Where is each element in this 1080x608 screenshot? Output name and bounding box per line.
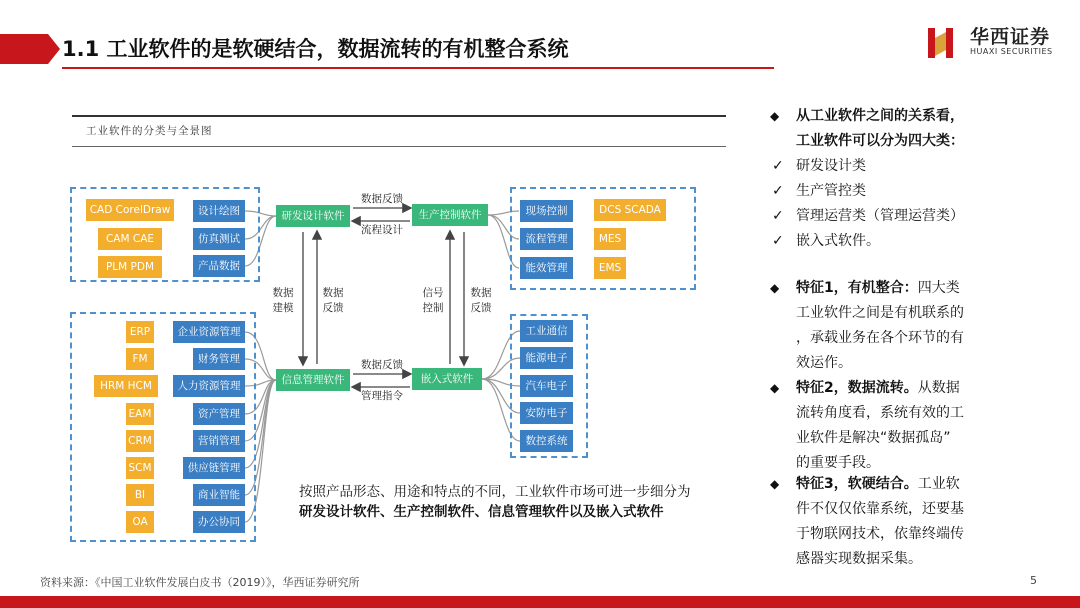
category-simulation: 仿真测试: [193, 228, 245, 250]
category-marketing: 营销管理: [193, 430, 245, 452]
label-top-feedback: 数据反馈: [361, 193, 403, 205]
check-item: [770, 154, 1010, 179]
panel-section-categories: [770, 104, 1010, 254]
feature-3-heading: 特征3，软硬结合。: [796, 476, 918, 492]
check-item: [770, 204, 1010, 229]
feature-3-text: 工业软: [917, 476, 960, 492]
product-cam-cae: CAM CAE: [98, 228, 162, 250]
figure-title: 工业软件的分类与全景图: [86, 125, 213, 137]
feature-2-text: 从数据: [917, 380, 960, 396]
label-data-modeling: 数据 建模: [272, 287, 294, 314]
check-icon: ✓: [772, 183, 784, 199]
page-title: 1.1 工业软件的是软硬结合，数据流转的有机整合系统: [62, 37, 569, 61]
category-industrial-comm: 工业通信: [520, 320, 573, 342]
check-icon: ✓: [772, 158, 784, 174]
category-hr: 人力资源管理: [173, 375, 245, 397]
check-icon: ✓: [772, 208, 784, 224]
figure-note: [299, 482, 739, 522]
category-supply-chain: 供应链管理: [183, 457, 245, 479]
figure-note-line1: 按照产品形态、用途和特点的不同，工业软件市场可进一步细分为: [299, 484, 691, 500]
product-scm: SCM: [126, 457, 154, 479]
category-bi: 商业智能: [193, 484, 245, 506]
feature-2-line: 业软件是解决“数据孤岛”: [796, 430, 951, 446]
check-item-label: 管理运营类（管理运营类）: [796, 208, 964, 224]
logo-name-en: HUAXI SECURITIES: [970, 47, 1053, 56]
figure-note-line2: 研发设计软件、生产控制软件、信息管理软件以及嵌入式软件: [299, 504, 664, 520]
feature-2-line: 的重要手段。: [796, 455, 880, 471]
check-item-label: 研发设计类: [796, 158, 866, 174]
categories-heading-2: 工业软件可以分为四大类：: [796, 133, 964, 149]
product-bi: BI: [126, 484, 154, 506]
category-product-data: 产品数据: [193, 255, 245, 277]
feature-1-line: 工业软件之间是有机联系的: [796, 305, 964, 321]
node-rd-software: 研发设计软件: [276, 205, 350, 227]
feature-2-heading: 特征2，数据流转。: [796, 380, 918, 396]
product-dcs-scada: DCS SCADA: [594, 199, 666, 221]
check-item-label: 嵌入式软件。: [796, 233, 880, 249]
label-signal-control: 信号 控制: [422, 287, 444, 314]
node-production-control: 生产控制软件: [412, 204, 488, 226]
node-embedded-software: 嵌入式软件: [412, 368, 482, 390]
feature-1-line: 效运作。: [796, 355, 852, 371]
category-enterprise-resource: 企业资源管理: [173, 321, 245, 343]
panel-feature-3: [770, 472, 1000, 572]
product-fm: FM: [126, 348, 154, 370]
label-left-data-feedback: 数据 反馈: [322, 287, 344, 314]
product-ems: EMS: [594, 257, 626, 279]
categories-heading-1: 从工业软件之间的关系看，: [796, 108, 964, 124]
diamond-bullet-icon: ◆: [770, 477, 780, 491]
category-energy-mgmt: 能效管理: [520, 257, 573, 279]
product-oa: OA: [126, 511, 154, 533]
product-crm: CRM: [126, 430, 154, 452]
diamond-bullet-icon: ◆: [770, 109, 780, 123]
check-item-label: 生产管控类: [796, 183, 866, 199]
category-finance: 财务管理: [193, 348, 245, 370]
category-field-control: 现场控制: [520, 200, 573, 222]
source-note: 资料来源：《中国工业软件发展白皮书（2019）》，华西证券研究所: [40, 576, 360, 589]
check-icon: ✓: [772, 233, 784, 249]
page-number: 5: [1030, 574, 1037, 587]
feature-1-line: ，承载业务在各个环节的有: [796, 330, 964, 346]
feature-3-line: 于物联网技术，依靠终端传: [796, 526, 964, 542]
label-bottom-mgmt-order: 管理指令: [361, 390, 403, 402]
feature-1-heading: 特征1，有机整合：: [796, 280, 918, 296]
info-management-group: [70, 312, 256, 542]
feature-1-text: 四大类: [917, 280, 960, 296]
category-design-drawing: 设计绘图: [193, 200, 245, 222]
footer-bar: [0, 596, 1080, 608]
label-bottom-feedback: 数据反馈: [361, 359, 403, 371]
category-office: 办公协同: [193, 511, 245, 533]
diamond-bullet-icon: ◆: [770, 381, 780, 395]
logo-name-cn: 华西证券: [970, 26, 1051, 48]
check-item: [770, 179, 1010, 204]
category-process-mgmt: 流程管理: [520, 228, 573, 250]
product-cad: CAD CorelDraw: [86, 199, 174, 221]
category-auto-electronics: 汽车电子: [520, 375, 573, 397]
feature-3-line: 感器实现数据采集。: [796, 551, 922, 567]
check-item: [770, 229, 1010, 254]
panel-feature-2: [770, 376, 1000, 476]
product-eam: EAM: [126, 403, 154, 425]
product-erp: ERP: [126, 321, 154, 343]
category-cnc-system: 数控系统: [520, 430, 573, 452]
panel-feature-1: [770, 276, 1000, 376]
label-right-data-feedback: 数据 反馈: [470, 287, 492, 314]
feature-2-line: 流转角度看，系统有效的工: [796, 405, 964, 421]
category-energy-electronics: 能源电子: [520, 347, 573, 369]
product-plm-pdm: PLM PDM: [98, 256, 162, 278]
category-asset: 资产管理: [193, 403, 245, 425]
product-hrm-hcm: HRM HCM: [94, 375, 158, 397]
diamond-bullet-icon: ◆: [770, 281, 780, 295]
product-mes: MES: [594, 228, 626, 250]
node-info-management: 信息管理软件: [276, 369, 350, 391]
feature-3-line: 件不仅仅依靠系统，还要基: [796, 501, 964, 517]
label-top-process-design: 流程设计: [361, 224, 403, 236]
category-security-electronics: 安防电子: [520, 402, 573, 424]
